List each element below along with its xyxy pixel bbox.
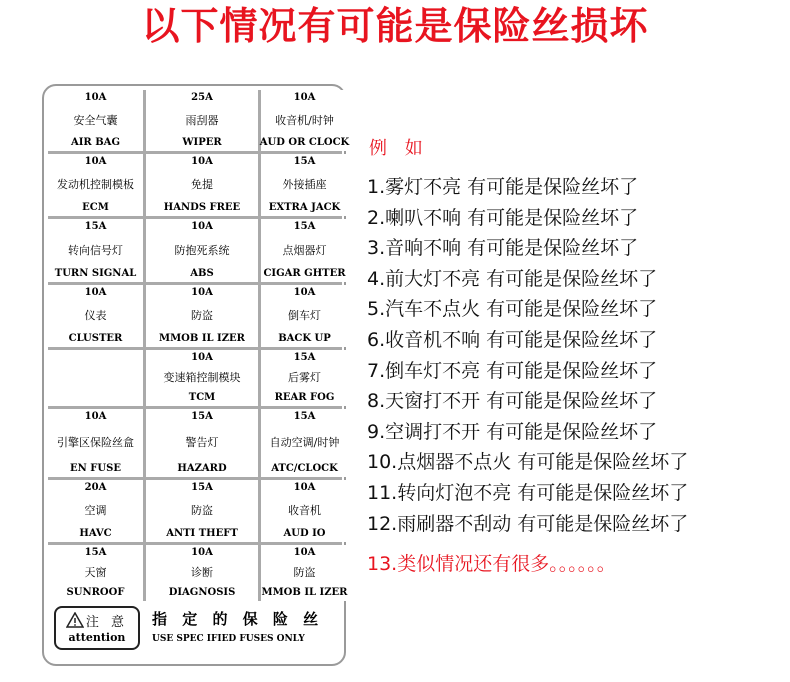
examples-heading: 例 如 <box>369 138 429 159</box>
warning-triangle-icon <box>66 612 84 628</box>
fuse-rating: 15A <box>293 411 316 422</box>
example-item: 9.空调打不开 有可能是保险丝坏了 <box>367 420 658 443</box>
fuse-rating: 15A <box>293 221 316 232</box>
fuse-label-cn: 变速箱控制模块 <box>163 371 241 384</box>
fuse-rating: 10A <box>84 287 107 298</box>
fuse-cell <box>261 154 348 216</box>
fuse-rating: 10A <box>293 92 316 103</box>
fuse-label-en: EN FUSE <box>70 463 121 474</box>
fuse-cell <box>261 219 348 282</box>
fuse-cell <box>146 480 258 542</box>
fuse-grid <box>48 90 350 601</box>
fuse-cell <box>48 545 143 601</box>
fuse-label-cn: 转向信号灯 <box>68 243 123 257</box>
fuse-label-cn: 防抱死系统 <box>174 243 230 257</box>
fuse-cell <box>146 545 258 601</box>
fuse-rating: 10A <box>191 287 213 298</box>
fuse-label-cn: 收音机/时钟 <box>275 113 334 127</box>
example-item: 2.喇叭不响 有可能是保险丝坏了 <box>367 206 639 229</box>
fuse-cell <box>48 480 143 542</box>
fuse-label-en: AIR BAG <box>71 137 120 148</box>
fuse-label-en: ABS <box>190 268 214 279</box>
example-item: 5.汽车不点火 有可能是保险丝坏了 <box>367 298 658 321</box>
fuse-label-en: ANTI THEFT <box>166 528 238 539</box>
fuse-label-en: MMOB IL IZER <box>159 333 245 344</box>
fuse-rating: 10A <box>84 92 107 103</box>
fuse-label-cn: 免提 <box>191 178 213 191</box>
attention-label-cn: 注 意 <box>85 614 129 630</box>
fuse-label-cn: 空调 <box>84 504 107 517</box>
example-item: 12.雨刷器不刮动 有可能是保险丝坏了 <box>367 512 689 535</box>
fuse-cell <box>261 90 348 151</box>
fuse-cell <box>48 285 143 347</box>
fuse-label-en: CIGAR GHTER <box>263 268 346 279</box>
fuse-rating: 15A <box>293 352 316 363</box>
fuse-cell <box>146 219 258 282</box>
fuse-cell <box>146 409 258 477</box>
example-item: 10.点烟器不点火 有可能是保险丝坏了 <box>367 451 689 474</box>
notice-panel <box>52 604 336 654</box>
fuse-cell <box>48 219 143 282</box>
examples-list <box>367 172 787 580</box>
fuse-label-en: BACK UP <box>278 333 331 344</box>
fuse-rating: 10A <box>191 156 213 167</box>
fuse-label-en: MMOB IL IZER <box>261 587 348 598</box>
fuse-rating: 15A <box>191 411 213 422</box>
fuse-label-cn: 警告灯 <box>185 436 219 449</box>
fuse-cell <box>261 480 348 542</box>
notice-text-en: USE SPEC IFIED FUSES ONLY <box>152 634 305 644</box>
example-item: 7.倒车灯不亮 有可能是保险丝坏了 <box>367 359 658 382</box>
fuse-rating: 10A <box>191 352 213 363</box>
fuse-label-cn: 自动空调/时钟 <box>269 436 340 449</box>
fuse-rating: 10A <box>293 547 316 558</box>
fuse-cell <box>146 285 258 347</box>
fuse-label-cn: 雨刮器 <box>185 113 219 127</box>
fuse-label-en: AUD IO <box>283 528 326 539</box>
example-item: 4.前大灯不亮 有可能是保险丝坏了 <box>367 267 658 290</box>
fuse-rating: 10A <box>293 287 316 298</box>
fuse-label-cn: 天窗 <box>84 566 107 579</box>
fuse-label-cn: 收音机 <box>288 504 321 517</box>
fuse-label-en: REAR FOG <box>274 392 335 403</box>
fuse-label-cn: 安全气囊 <box>73 113 118 127</box>
fuse-label-en: TCM <box>188 392 216 403</box>
fuse-label-en: HANDS FREE <box>163 202 241 213</box>
attention-label-en: attention <box>68 631 126 644</box>
fuse-label-en: ATC/CLOCK <box>271 463 338 474</box>
fuse-label-cn: 防盗 <box>191 309 213 322</box>
fuse-label-en: ECM <box>82 202 109 213</box>
fuse-rating: 25A <box>191 92 213 103</box>
fuse-rating: 15A <box>84 221 107 232</box>
fuse-rating: 10A <box>293 482 316 493</box>
fuse-rating: 10A <box>191 547 213 558</box>
fuse-label-cn: 外接插座 <box>282 178 327 191</box>
fuse-label-cn: 防盗 <box>191 504 213 517</box>
example-item: 6.收音机不响 有可能是保险丝坏了 <box>367 328 658 351</box>
fuse-cell <box>146 154 258 216</box>
fuse-cell <box>261 285 348 347</box>
fuse-cell <box>146 350 258 406</box>
fuse-rating: 10A <box>191 221 213 232</box>
fuse-label-cn: 发动机控制模板 <box>57 178 134 191</box>
example-item: 1.雾灯不亮 有可能是保险丝坏了 <box>367 176 639 198</box>
fuse-rating: 15A <box>191 482 213 493</box>
fuse-label-en: TURN SIGNAL <box>54 268 137 279</box>
fuse-cell <box>261 409 348 477</box>
fuse-label-cn: 仪表 <box>84 309 107 322</box>
example-item: 3.音响不响 有可能是保险丝坏了 <box>367 237 639 260</box>
fuse-label-en: WIPER <box>182 137 222 148</box>
fuse-cell <box>48 409 143 477</box>
attention-badge <box>54 606 140 650</box>
fuse-label-en: CLUSTER <box>68 333 123 344</box>
fuse-label-en: DIAGNOSIS <box>168 587 236 598</box>
example-item: 8.天窗打不开 有可能是保险丝坏了 <box>367 390 658 413</box>
fuse-label-cn: 防盗 <box>293 566 316 579</box>
fuse-rating: 15A <box>84 547 107 558</box>
fuse-label-cn: 倒车灯 <box>288 309 321 322</box>
fuse-label-en: HAZARD <box>177 463 227 474</box>
fuse-cell <box>261 350 348 406</box>
fuse-rating: 10A <box>84 156 107 167</box>
fuse-label-en: EXTRA JACK <box>268 202 341 213</box>
example-item: 11.转向灯泡不亮 有可能是保险丝坏了 <box>367 481 689 504</box>
fuse-rating: 20A <box>84 482 107 493</box>
fuse-label-en: HAVC <box>79 528 112 539</box>
fuse-cell <box>261 545 348 601</box>
fuse-label-en: SUNROOF <box>66 587 125 598</box>
fuse-rating: 15A <box>293 156 316 167</box>
fuse-cell <box>146 90 258 151</box>
fuse-label-cn: 后雾灯 <box>288 371 321 384</box>
fuse-chart-card <box>42 84 350 666</box>
fuse-cell <box>48 350 143 406</box>
fuse-rating: 10A <box>84 411 107 422</box>
fuse-label-en: AUD OR CLOCK <box>259 137 350 148</box>
fuse-label-cn: 引擎区保险丝盒 <box>57 436 134 449</box>
fuse-cell <box>48 154 143 216</box>
fuse-label-cn: 诊断 <box>191 566 213 579</box>
fuse-cell <box>48 90 143 151</box>
page-title: 以下情况有可能是保险丝损坏 <box>141 4 649 48</box>
examples-footer: 13.类似情况还有很多。。。。。。 <box>367 553 616 576</box>
fuse-label-cn: 点烟器灯 <box>282 243 327 257</box>
notice-text-cn: 指 定 的 保 险 丝 <box>152 610 324 628</box>
